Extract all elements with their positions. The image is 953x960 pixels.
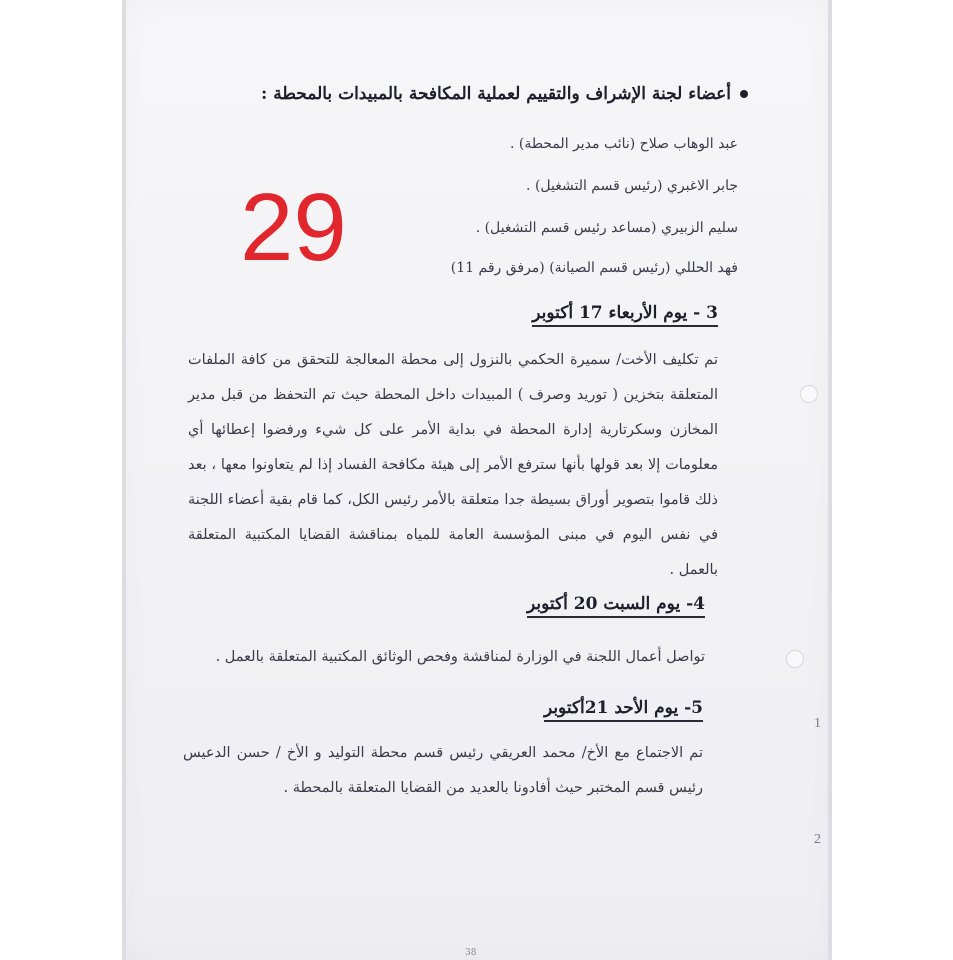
member-1: عبد الوهاب صلاح (نائب مدير المحطة) . bbox=[509, 136, 738, 152]
page-left-edge bbox=[122, 0, 126, 960]
footer-page-number: 38 bbox=[465, 948, 477, 958]
committee-title: أعضاء لجنة الإشراف والتقييم لعملية المكافحة بالمبيدات بالمحطة : bbox=[261, 84, 731, 104]
member-4: فهد الحللي (رئيس قسم الصيانة) (مرفق رقم 11) bbox=[450, 260, 738, 276]
section-3-paragraph: تم تكليف الأخت/ سميرة الحكمي بالنزول إلى محطة المعالجة للتحقق من كافة الملفات المتعلقة بتخزين ( توريد وصرف ) المبيدات داخل المحطة حيث تم التحفظ من قبل مدير المخازن وسكرتارية إدارة المحطة في بداية الأمر على كل شيء ورفضوا إعطائها أي معلومات إلا بعد قولها بأنها سترفع الأمر إلى هيئة مكافحة الفساد إذا لم يتعاونوا معها ، بعد ذلك قاموا بتصوير أوراق بسيطة جدا متعلقة بالأمر رئيس الكل، كما قام بقية أعضاء اللجنة في نفس اليوم في مبنى المؤسسة العامة للمياه بمناقشة القضايا المكتبية المتعلقة بالعمل . bbox=[188, 352, 718, 578]
punch-hole-1 bbox=[800, 385, 818, 403]
member-3: سليم الزبيري (مساعد رئيس قسم التشغيل) . bbox=[475, 220, 738, 236]
page-right-edge bbox=[828, 0, 832, 960]
margin-mark-2: 2 bbox=[814, 832, 821, 847]
margin-mark-1: 1 bbox=[814, 716, 821, 731]
section-5-paragraph: تم الاجتماع مع الأخ/ محمد العريقي رئيس قسم محطة التوليد و الأخ / حسن الدعيس رئيس قسم المختبر حيث أفادونا بالعديد من القضايا المتعلقة بالمحطة . bbox=[183, 745, 703, 796]
member-2: جابر الاغبري (رئيس قسم التشغيل) . bbox=[526, 178, 738, 194]
page-annotation-number: 29 bbox=[240, 174, 347, 281]
section-3-heading: 3 - يوم الأربعاء 17 أكتوبر bbox=[532, 303, 718, 327]
section-5-heading: 5- يوم الأحد 21أكتوبر bbox=[544, 698, 703, 722]
section-4-paragraph: تواصل أعمال اللجنة في الوزارة لمناقشة وفحص الوثائق المكتبية المتعلقة بالعمل . bbox=[215, 649, 705, 665]
title-bullet bbox=[740, 90, 748, 98]
punch-hole-2 bbox=[786, 650, 804, 668]
section-4-heading: 4- يوم السبت 20 أكتوبر bbox=[527, 594, 705, 618]
